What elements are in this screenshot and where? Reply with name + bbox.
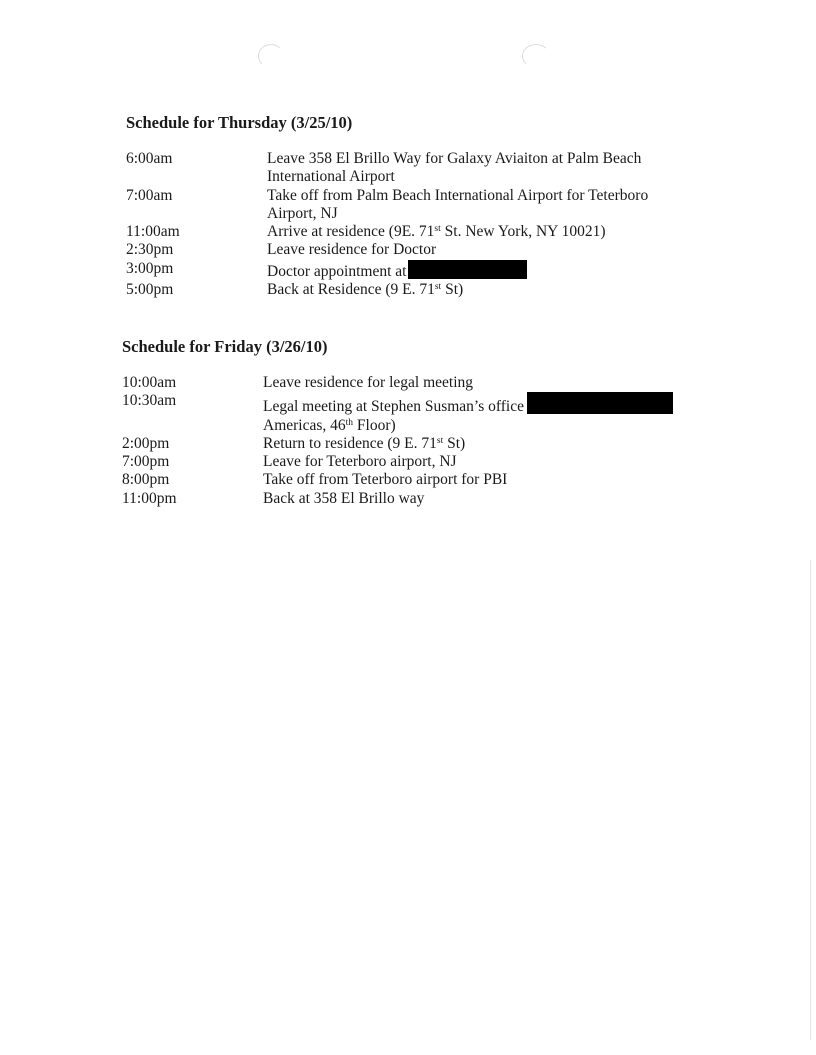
page-edge-line [810,560,811,1040]
desc-line [263,417,693,435]
schedule-row [126,281,697,299]
desc-line [263,392,693,416]
thursday-rows [126,150,697,299]
friday-title: Schedule for Friday (3/26/10) [122,337,328,356]
row-description [267,281,697,299]
row-time: 6:00am [126,150,173,167]
schedule-row [122,471,693,489]
schedule-row [126,187,697,224]
friday-rows [122,374,693,508]
row-time: 10:30am [122,392,177,410]
schedule-row [126,260,697,281]
row-time: 10:00am [122,374,177,391]
row-time: 11:00pm [122,489,177,507]
redaction-block [527,392,673,414]
desc-text: Floor) [353,416,396,434]
schedule-row [126,241,697,259]
scan-artifact [522,44,550,68]
ordinal-suffix: st [436,435,444,446]
row-description [267,187,697,224]
schedule-row [122,392,693,435]
row-description: Take off from Teterboro airport for PBI [263,471,508,489]
row-time: 2:00pm [122,434,170,452]
friday-schedule [122,337,693,508]
schedule-row [126,223,697,241]
row-description [263,392,693,435]
desc-text: Back at Residence (9 E. 71 [267,281,435,299]
desc-line: Airport, NJ [267,204,338,222]
ordinal-suffix: st [434,224,441,235]
schedule-row [122,453,693,471]
ordinal-suffix: th [345,417,354,428]
row-description: Back at 358 El Brillo way [263,489,425,507]
row-time: 11:00am [126,223,180,241]
row-description [263,435,693,453]
desc-line: Take off from Palm Beach International Airport for Teterboro [267,186,649,204]
desc-text: Arrive at residence (9E. 71 [267,223,435,241]
row-description: Leave for Teterboro airport, NJ [263,453,457,471]
row-time: 3:00pm [126,259,174,277]
thursday-title: Schedule for Thursday (3/25/10) [126,113,353,132]
schedule-row [122,374,693,392]
row-description: Leave residence for legal meeting [263,374,473,391]
desc-line: International Airport [267,168,395,186]
desc-text: Return to residence (9 E. 71 [263,434,437,452]
row-description [267,260,697,281]
desc-line: Leave 358 El Brillo Way for Galaxy Aviaiton at Palm Beach [267,150,642,167]
scan-artifact [258,44,284,68]
row-time: 8:00pm [122,471,170,489]
redaction-block [408,260,527,279]
row-description [267,150,697,187]
row-description: Leave residence for Doctor [267,241,437,259]
desc-text: Americas, 46 [263,416,346,434]
schedule-row [122,435,693,453]
desc-text: St. New York, NY 10021) [440,223,606,241]
row-time: 7:00am [126,186,173,204]
row-time: 7:00pm [122,453,170,471]
desc-text: Legal meeting at Stephen Susman’s office [263,398,524,416]
thursday-schedule [126,113,697,299]
row-time: 2:30pm [126,241,174,259]
schedule-row [122,490,693,508]
row-description [267,223,697,241]
desc-text: St) [443,434,466,452]
desc-text: St) [441,281,464,299]
desc-text: Doctor appointment at [267,262,407,280]
ordinal-suffix: st [434,282,442,293]
schedule-row [126,150,697,187]
row-time: 5:00pm [126,281,174,299]
